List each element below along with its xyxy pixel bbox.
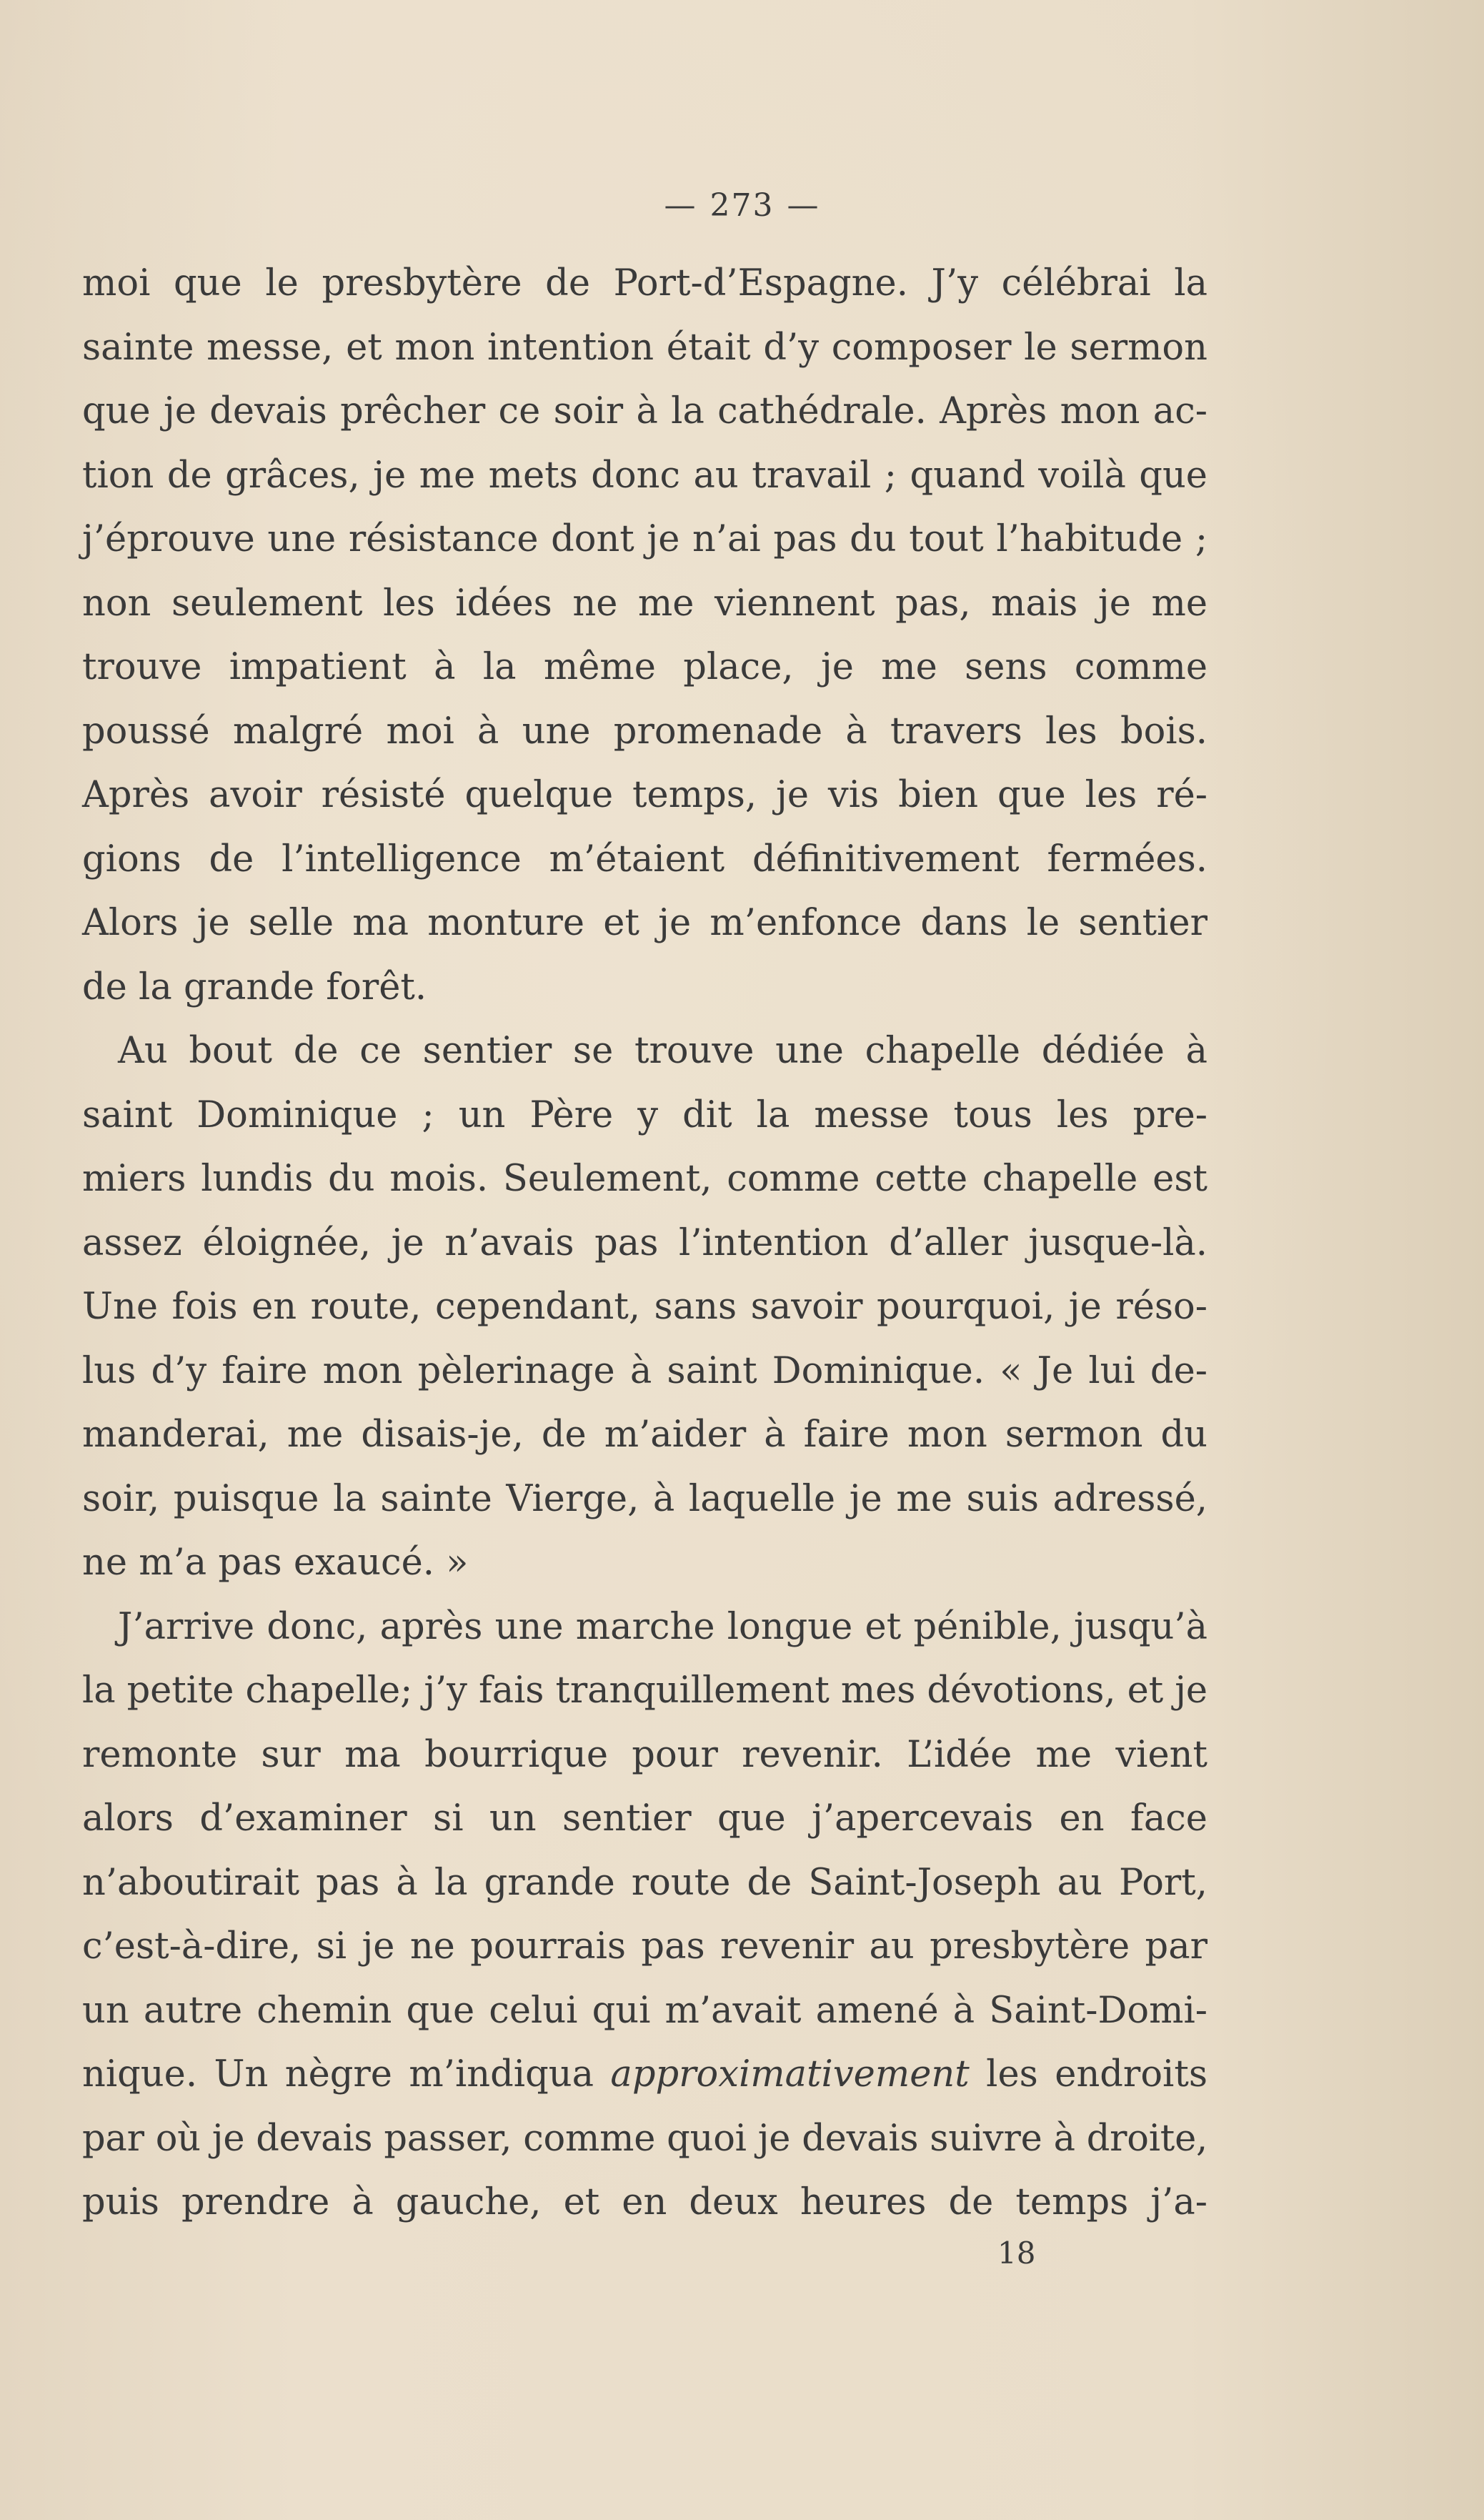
text-line: miers lundis du mois. Seulement, comme cette chapelle est — [82, 1158, 1207, 1200]
signature-mark: 18 — [997, 2236, 1036, 2271]
text-segment: nique. Un nègre m’indiqua — [82, 2053, 611, 2095]
page-number: 273 — [709, 187, 775, 224]
text-line: Alors je selle ma monture et je m’enfonce dans le sentier — [82, 902, 1207, 944]
header-dash-left: — — [664, 187, 697, 224]
text-line: par où je devais passer, comme quoi je devais suivre à droite, — [82, 2117, 1207, 2160]
text-line: trouve impatient à la même place, je me sens comme — [82, 646, 1207, 688]
text-line: que je devais prêcher ce soir à la cathédrale. Après mon ac- — [82, 390, 1207, 432]
text-line: Au bout de ce sentier se trouve une chapelle dédiée à — [118, 1030, 1207, 1072]
text-line: puis prendre à gauche, et en deux heures de temps j’a- — [82, 2181, 1207, 2223]
body-text — [82, 252, 1207, 2235]
header-dash-right: — — [787, 187, 820, 224]
text-line: j’éprouve une résistance dont je n’ai pas du tout l’habitude ; — [82, 518, 1207, 560]
text-line: ne m’a pas exaucé. » — [82, 1542, 469, 1584]
text-line: alors d’examiner si un sentier que j’apercevais en face — [82, 1797, 1207, 1840]
text-line: saint Dominique ; un Père y dit la messe tous les pre- — [82, 1093, 1207, 1136]
text-line: poussé malgré moi à une promenade à travers les bois. — [82, 710, 1207, 753]
text-line: moi que le presbytère de Port-d’Espagne. J’y célébrai la — [82, 262, 1207, 304]
text-line: c’est-à-dire, si je ne pourrais pas revenir au presbytère par — [82, 1925, 1207, 1968]
text-line: n’aboutirait pas à la grande route de Saint-Joseph au Port, — [82, 1861, 1207, 1904]
text-line: Une fois en route, cependant, sans savoir pourquoi, je réso- — [82, 1286, 1207, 1328]
text-segment: les endroits — [969, 2053, 1207, 2095]
text-line: non seulement les idées ne me viennent pas, mais je me — [82, 582, 1207, 625]
text-line-with-italic — [82, 2043, 1207, 2107]
text-line: assez éloignée, je n’avais pas l’intention d’aller jusque-là. — [82, 1221, 1207, 1264]
text-line: de la grande forêt. — [82, 966, 427, 1008]
text-line: tion de grâces, je me mets donc au travail ; quand voilà que — [82, 454, 1207, 497]
text-line: J’arrive donc, après une marche longue et pénible, jusqu’à — [118, 1605, 1207, 1648]
text-line: sainte messe, et mon intention était d’y composer le sermon — [82, 326, 1207, 369]
text-line: soir, puisque la sainte Vierge, à laquelle je me suis adressé, — [82, 1477, 1207, 1520]
text-line: manderai, me disais-je, de m’aider à faire mon sermon du — [82, 1414, 1207, 1456]
text-line: un autre chemin que celui qui m’avait amené à Saint-Domi- — [82, 1989, 1207, 2032]
italic-word: approximativement — [610, 2053, 970, 2095]
text-line: la petite chapelle; j’y fais tranquillement mes dévotions, et je — [82, 1670, 1207, 1712]
text-line: gions de l’intelligence m’étaient définitivement fermées. — [82, 838, 1207, 880]
text-line: lus d’y faire mon pèlerinage à saint Dominique. « Je lui de- — [82, 1349, 1207, 1392]
text-line: Après avoir résisté quelque temps, je vis bien que les ré- — [82, 774, 1207, 816]
page-header — [0, 187, 1484, 224]
text-line: remonte sur ma bourrique pour revenir. L’idée me vient — [82, 1733, 1207, 1776]
